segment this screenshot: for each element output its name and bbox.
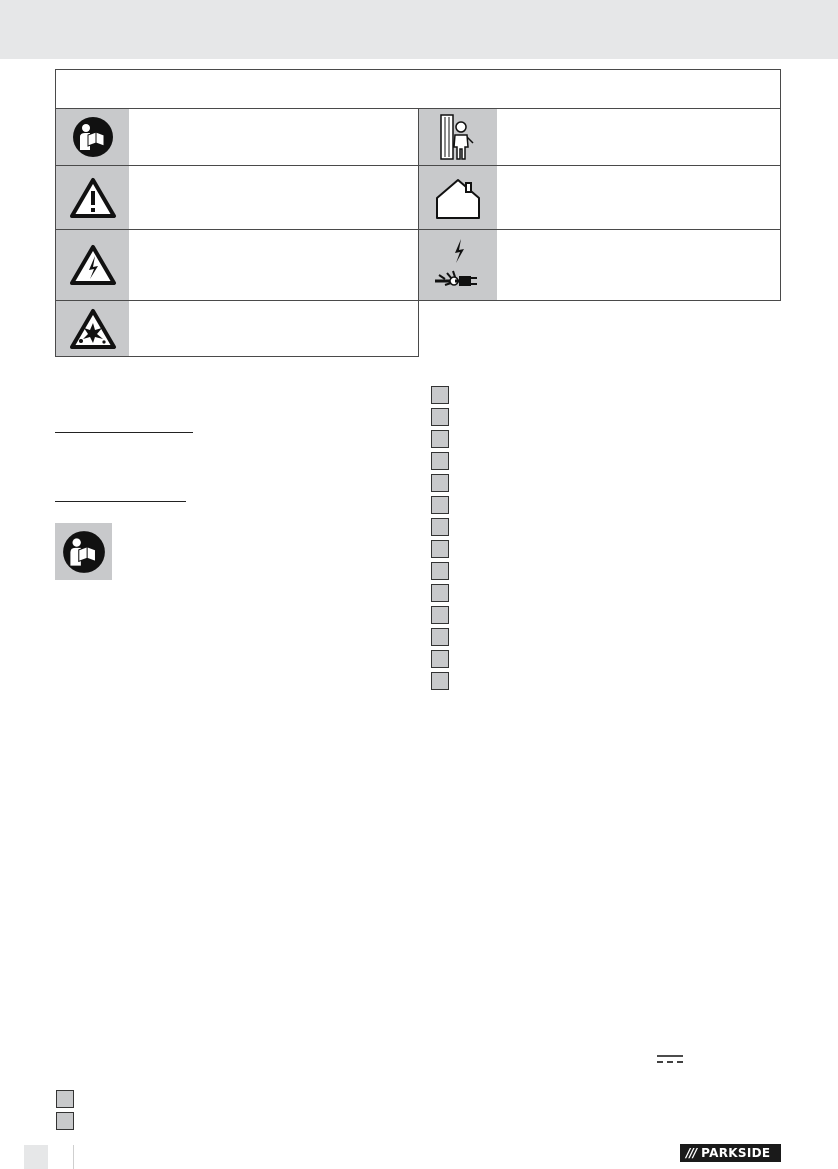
part-number-box xyxy=(431,408,449,426)
page-header-band xyxy=(0,0,838,59)
manual-notice-box xyxy=(55,523,112,580)
symbol-cell xyxy=(56,109,129,165)
part-number-box xyxy=(431,628,449,646)
part-number-box xyxy=(431,606,449,624)
heading-underline xyxy=(55,432,193,433)
part-number-box xyxy=(431,562,449,580)
symbol-cell xyxy=(419,109,497,165)
unplug-from-mains-icon xyxy=(431,237,485,293)
symbol-cell xyxy=(56,301,129,356)
indoor-use-only-icon xyxy=(433,176,483,220)
heading-underline xyxy=(55,501,186,502)
part-number-box xyxy=(431,540,449,558)
part-number-box xyxy=(431,386,449,404)
part-number-box xyxy=(431,452,449,470)
symbol-cell xyxy=(419,166,497,229)
part-number-box xyxy=(431,430,449,448)
part-number-box xyxy=(431,584,449,602)
read-manual-icon xyxy=(61,529,107,575)
brand-logo xyxy=(680,1144,781,1162)
direct-current-icon xyxy=(656,1054,684,1064)
page-number-tab xyxy=(24,1145,48,1169)
part-number-box xyxy=(431,496,449,514)
symbol-cell xyxy=(56,230,129,300)
explosion-warning-icon xyxy=(69,308,117,350)
symbol-table xyxy=(55,69,781,357)
part-number-box xyxy=(56,1090,74,1108)
part-number-box xyxy=(431,672,449,690)
symbol-cell xyxy=(56,166,129,229)
keep-away-from-children-icon xyxy=(435,113,481,161)
part-number-box xyxy=(431,474,449,492)
warning-triangle-icon xyxy=(69,177,117,219)
read-manual-icon xyxy=(71,115,115,159)
brand-logo-name: PARKSIDE xyxy=(701,1146,771,1160)
part-number-box xyxy=(431,650,449,668)
part-number-box xyxy=(431,518,449,536)
part-number-box xyxy=(56,1112,74,1130)
symbol-cell xyxy=(419,230,497,300)
brand-logo-slashes: /// xyxy=(686,1146,697,1160)
footer-divider xyxy=(73,1145,74,1169)
electric-shock-warning-icon xyxy=(69,244,117,286)
